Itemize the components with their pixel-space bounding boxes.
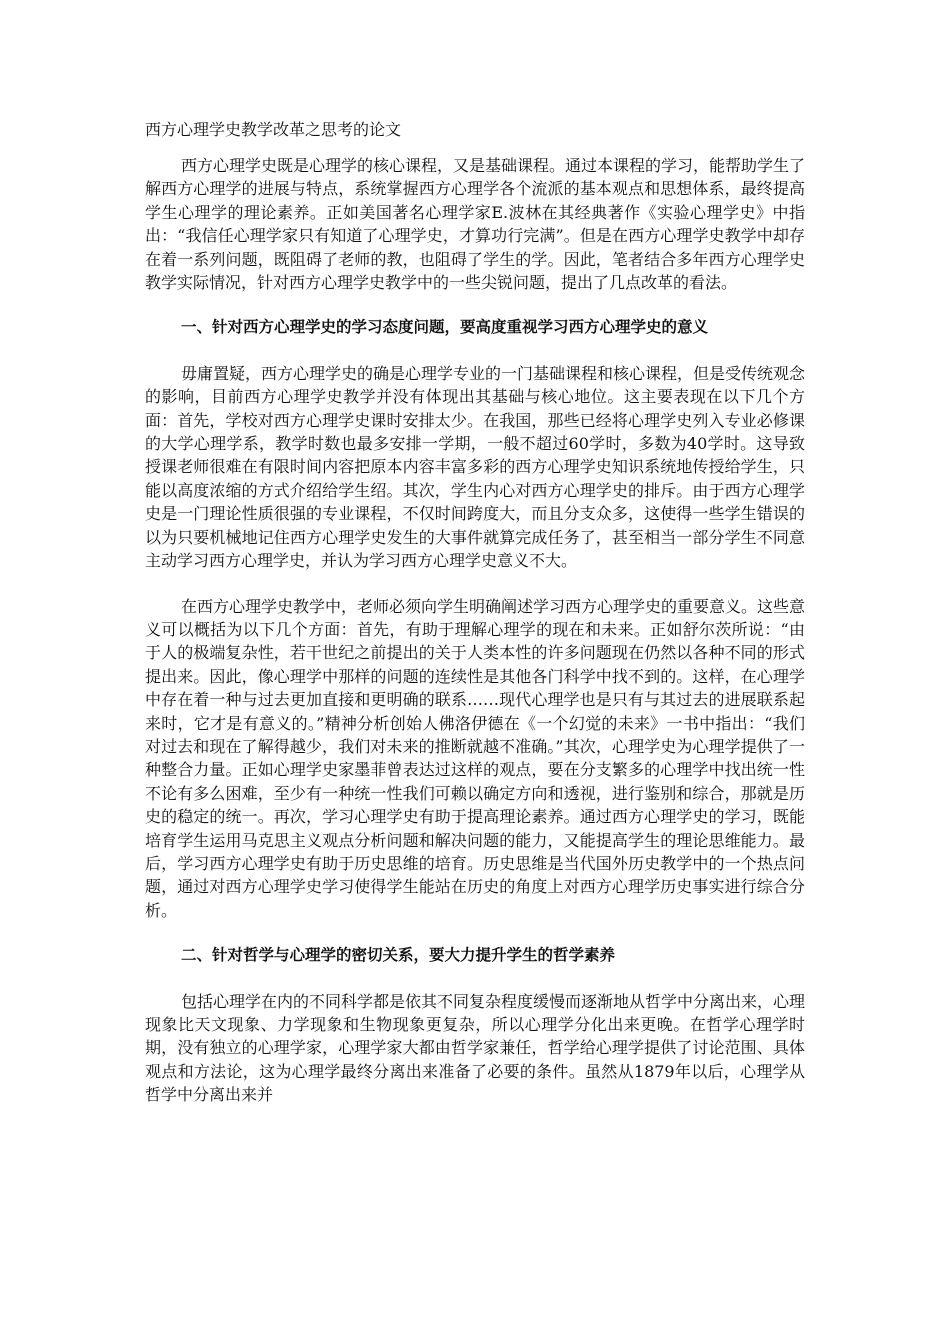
document-title: 西方心理学史教学改革之思考的论文 [145,120,402,139]
section-1-paragraph-2: 在西方心理学史教学中，老师必须向学生明确阐述学习西方心理学史的重要意义。这些意义可以概括为以下几个方面：首先，有助于理解心理学的现在和未来。正如舒尔茨所说：“由于人的极端复杂性，若干世纪之前提出的关于人类本性的许多问题现在仍然以各种不同的形式提出来。因此，像心理学中那样的问题的连续性是其他各门科学中找不到的。这样，在心理学中存在着一种与过去更加直接和更明确的联系……现代心理学也是只有与其过去的进展联系起来时，它才是有意义的。”精神分析创始人佛洛伊德在《一个幻觉的未来》一书中指出：“我们对过去和现在了解得越少，我们对未来的推断就越不准确。”其次，心理学史为心理学提供了一种整合力量。正如心理学史家墨菲曾表达过这样的观点，要在分支繁多的心理学中找出统一性不论有多么困难，至少有一种统一性我们可赖以确定方向和透视，进行鉴别和综合，那就是历史的稳定的统一。再次，学习心理学史有助于提高理论素养。通过西方心理学史的学习，既能培育学生运用马克思主义观点分析问题和解决问题的能力，又能提高学生的理论思维能力。最后，学习西方心理学史有助于历史思维的培育。历史思维是当代国外历史教学中的一个热点问题，通过对西方心理学史学习使得学生能站在历史的角度上对西方心理学历史事实进行综合分析。 [145,596,806,920]
section-2-paragraph-1: 包括心理学在内的不同科学都是依其不同复杂程度缓慢而逐渐地从哲学中分离出来，心理现象比天文现象、力学现象和生物现象更复杂，所以心理学分化出来更晚。在哲学心理学时期，没有独立的心理学家，心理学家大都由哲学家兼任，哲学给心理学提供了讨论范围、具体观点和方法论，这为心理学最终分离出来准备了必要的条件。虽然从1879年以后，心理学从哲学中分离出来并 [145,991,806,1105]
intro-paragraph: 西方心理学史既是心理学的核心课程，又是基础课程。通过本课程的学习，能帮助学生了解西方心理学的进展与特点，系统掌握西方心理学各个流派的基本观点和思想体系，最终提高学生心理学的理论素养。正如美国著名心理学家E.波林在其经典著作《实验心理学史》中指出：“我信任心理学家只有知道了心理学史，才算功行完满”。但是在西方心理学史教学中却存在着一系列问题，既阻碍了老师的教，也阻碍了学生的学。因此，笔者结合多年西方心理学史教学实际情况，针对西方心理学史教学中的一些尖锐问题，提出了几点改革的看法。 [145,156,806,293]
section-heading-1: 一、针对西方心理学史的学习态度问题，要高度重视学习西方心理学史的意义 [181,318,709,337]
section-heading-2: 二、针对哲学与心理学的密切关系，要大力提升学生的哲学素养 [181,946,616,965]
section-1-paragraph-1: 毋庸置疑，西方心理学史的确是心理学专业的一门基础课程和核心课程，但是受传统观念的影响，目前西方心理学史教学并没有体现出其基础与核心地位。这主要表现在以下几个方面：首先，学校对西方心理学史课时安排太少。在我国，那些已经将心理学史列入专业必修课的大学心理学系，教学时数也最多安排一学期，一般不超过60学时，多数为40学时。这导致授课老师很难在有限时间内容把原本内容丰富多彩的西方心理学史知识系统地传授给学生，只能以高度浓缩的方式介绍给学生绍。其次，学生内心对西方心理学史的排斥。由于西方心理学史是一门理论性质很强的专业课程，不仅时间跨度大，而且分支众多，这使得一些学生错误的以为只要机械地记住西方心理学史发生的大事件就算完成任务了，甚至相当一部分学生不同意主动学习西方心理学史，并认为学习西方心理学史意义不大。 [145,363,806,571]
document-page [145,118,805,1129]
